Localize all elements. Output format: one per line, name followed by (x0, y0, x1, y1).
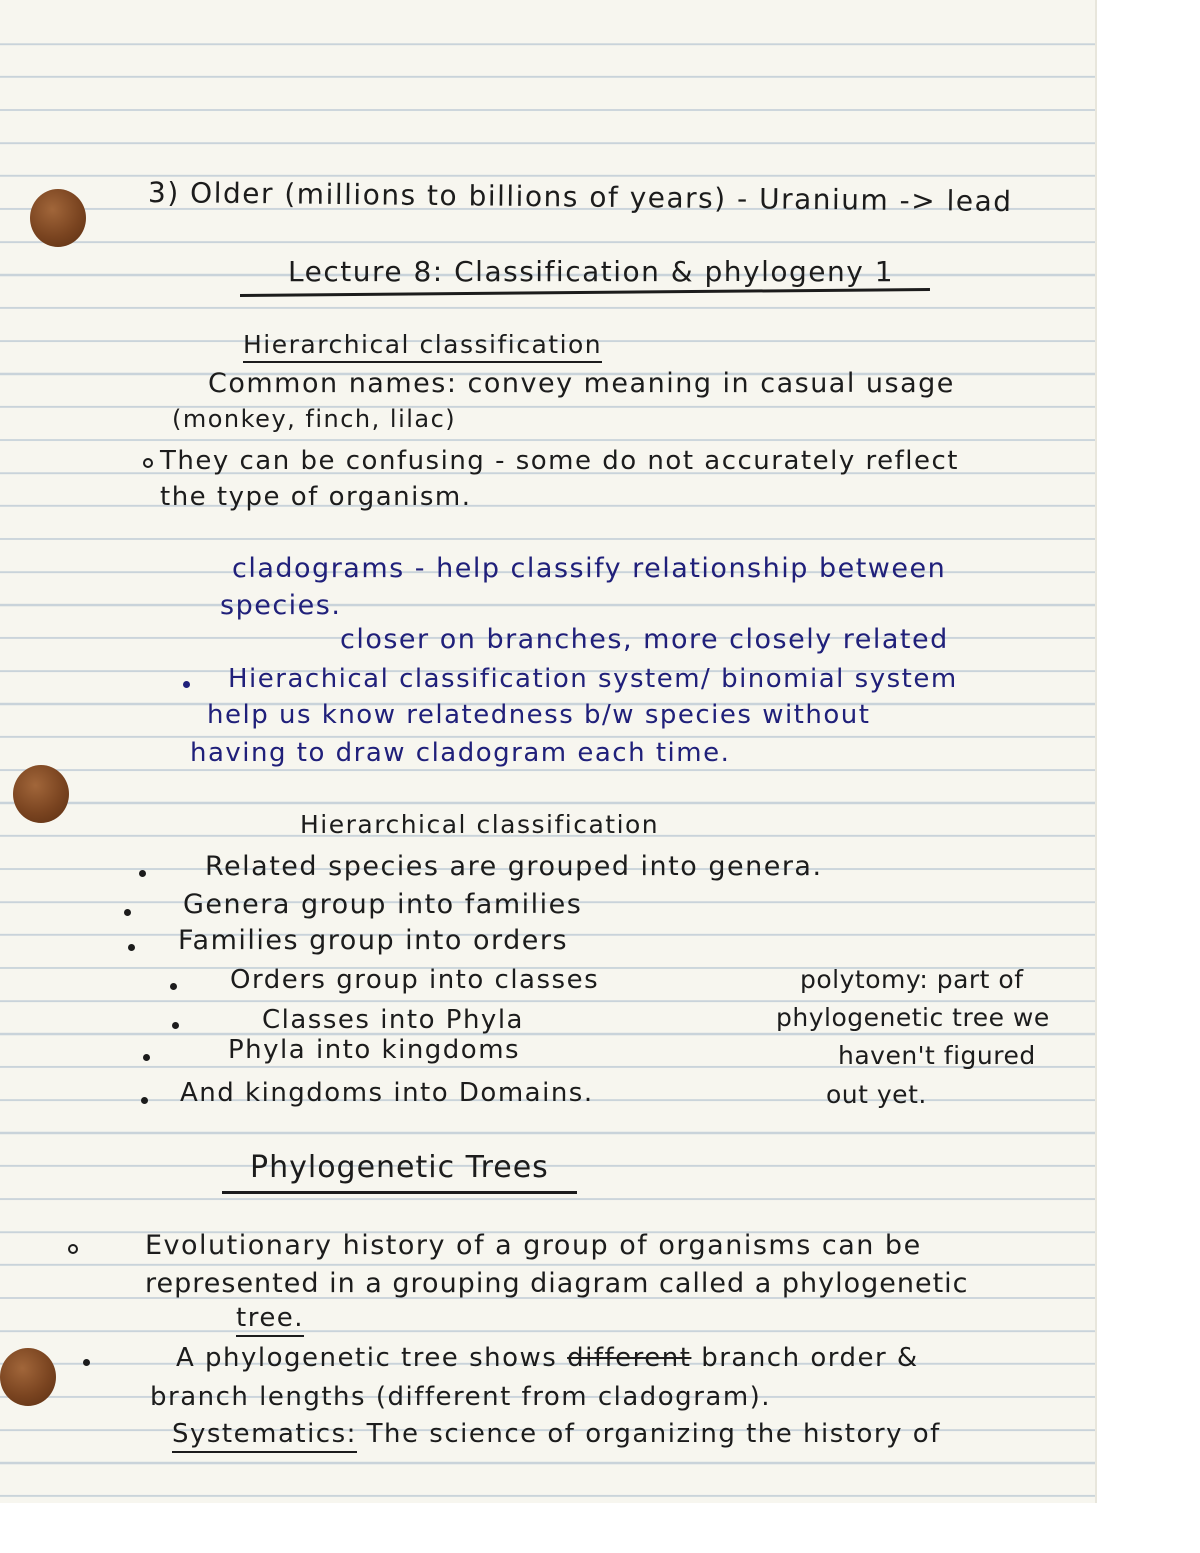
lecture-title-underline (240, 288, 930, 297)
note-line-order: 3) Older (millions to billions of years) - Uranium -> lead (147, 176, 1013, 219)
punch-hole-top (30, 189, 86, 247)
note-phylo-shows-1b: branch order & (701, 1343, 919, 1373)
bullet (83, 1359, 90, 1366)
note-polytomy-4: out yet. (826, 1080, 927, 1109)
note-evolutionary-1: Evolutionary history of a group of organisms can be (145, 1230, 922, 1261)
note-evolutionary-2: represented in a grouping diagram called a phylogenetic (145, 1268, 969, 1299)
heading-hierarchical-classification: Hierarchical classification (243, 330, 602, 363)
list-item: Genera group into families (183, 889, 583, 920)
punch-hole-bottom (0, 1348, 56, 1406)
list-item: Classes into Phyla (262, 1005, 524, 1035)
bullet (141, 1097, 148, 1104)
heading-phylogenetic-trees-underline (222, 1191, 577, 1194)
bullet (143, 458, 153, 468)
note-cladograms-1: cladograms - help classify relationship between (232, 553, 947, 584)
note-closer-branches: closer on branches, more closely related (340, 624, 949, 655)
note-phylo-shows-2: branch lengths (different from cladogram). (150, 1382, 772, 1412)
note-confusing-1: They can be confusing - some do not accurately reflect (160, 446, 959, 476)
list-item: Families group into orders (178, 925, 569, 956)
bullet (128, 944, 135, 951)
note-systematics (172, 1419, 941, 1449)
note-common-names: Common names: convey meaning in casual usage (208, 368, 955, 399)
note-phylo-shows-1a: A phylogenetic tree shows (176, 1343, 558, 1373)
note-confusing-2: the type of organism. (160, 482, 472, 512)
lecture-title: Lecture 8: Classification & phylogeny 1 (288, 255, 895, 288)
note-polytomy-3: haven't figured (838, 1041, 1036, 1070)
list-item: Orders group into classes (230, 965, 600, 995)
list-item: Related species are grouped into genera. (205, 851, 823, 882)
note-hier-system-1: Hierachical classification system/ binomial system (228, 664, 958, 694)
bullet (124, 909, 131, 916)
bullet (172, 1022, 179, 1029)
systematics-label: Systematics: (172, 1419, 357, 1453)
bullet (170, 983, 177, 990)
struck-word: different (567, 1343, 692, 1373)
note-phylo-shows-1 (176, 1343, 919, 1373)
punch-hole-middle (13, 765, 69, 823)
heading-phylogenetic-trees: Phylogenetic Trees (250, 1150, 549, 1185)
list-item: And kingdoms into Domains. (180, 1078, 594, 1108)
note-polytomy-1: polytomy: part of (800, 965, 1024, 994)
bullet (143, 1054, 150, 1061)
bullet (139, 870, 146, 877)
systematics-text: The science of organizing the history of (366, 1419, 941, 1449)
note-common-names-examples: (monkey, finch, lilac) (172, 405, 457, 433)
list-item: Phyla into kingdoms (228, 1035, 521, 1065)
bullet (183, 681, 190, 688)
note-cladograms-2: species. (220, 590, 342, 621)
note-hier-system-3: having to draw cladogram each time. (190, 738, 731, 768)
note-polytomy-2: phylogenetic tree we (776, 1003, 1050, 1032)
heading-hierarchical-classification-2: Hierarchical classification (300, 810, 660, 839)
bullet (68, 1244, 78, 1254)
note-evolutionary-3: tree. (236, 1303, 304, 1337)
note-hier-system-2: help us know relatedness b/w species without (207, 700, 871, 730)
